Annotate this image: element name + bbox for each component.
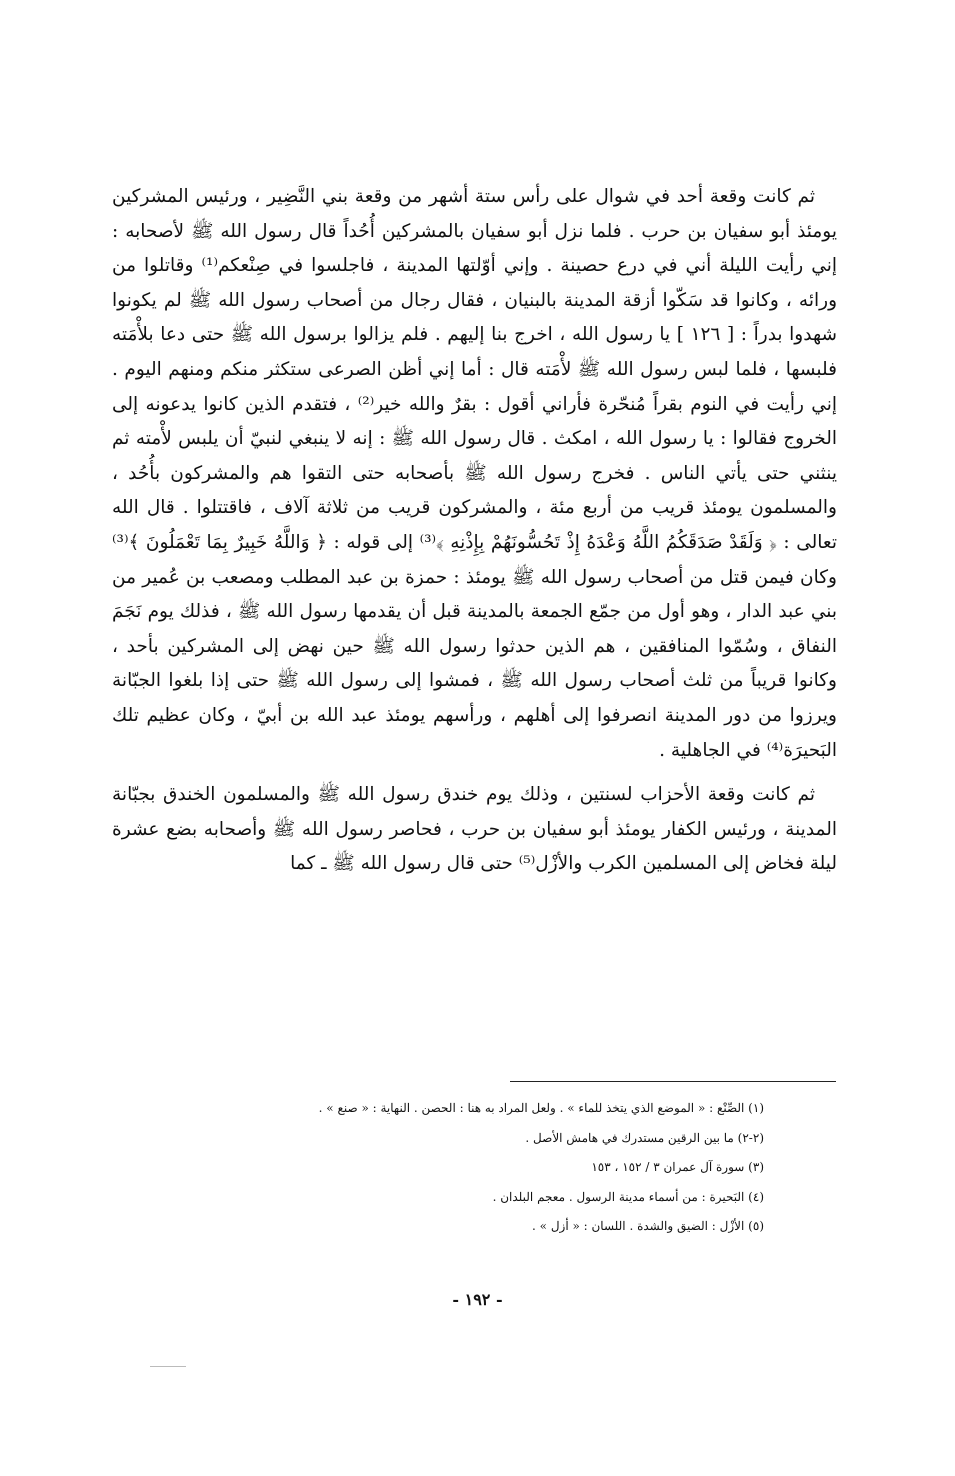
page-number: - ١٩٢ - (452, 1290, 503, 1309)
footnote-3: (٣) سورة آل عمران ٣ / ١٥٢ ، ١٥٣ (591, 1160, 764, 1174)
footnote-separator (510, 1081, 836, 1082)
footnote-5: (٥) الأزْل : الضيق والشدة . اللسان : « أزل » . (532, 1219, 764, 1233)
footnote-1: (١) الصِّنْع : « الموضع الذي يتخذ للماء » . ولعل المراد به هنا : الحصن . النهاية : « صنع » . (318, 1101, 764, 1115)
scan-artifact-line (150, 1366, 186, 1367)
footnote-2: (٢-٢) ما بين الرقين مستدرك في هامش الأصل . (525, 1130, 764, 1145)
paragraph-battle-of-uhud: ثم كانت وقعة أحد في شوال على رأس ستة أشهر من وقعة بني النَّضِير ، ورئيس المشركين يومئذ أبو سفيان بن حرب . فلما نزل أبو سفيان بالمشركين أُحُداً قال رسول الله ﷺ لأصحابه : إني رأيت الليلة أني في درع حصينة . وإني أوّلتها المدينة ، فاجلسوا في صِنْعكم⁽¹⁾ وقاتلوا من ورائه ، وكانوا قد سَكّوا أزقة المدينة بالبنيان ، فقال رجال من أصحاب رسول الله ﷺ لم يكونوا شهدوا بدراً : [ ١٢٦ ] يا رسول الله ، اخرج بنا إليهم . فلم يزالوا برسول الله ﷺ حتى دعا بلأْمَته فلبسها ، فلما لبس رسول الله ﷺ لأْمَته قال : أما إني أظن الصرعى ستكثر منكم ومنهم اليوم . إني رأيت في النوم بقراً مُنحّرة فأراني أقول : بقرٌ والله خير⁽²⁾ ، فتقدم الذين كانوا يدعونه إلى الخروج فقالوا : يا رسول الله ، امكث . قال رسول الله ﷺ : إنه لا ينبغي لنبيّ أن يلبس لأْمته ثم ينثني حتى يأتي الناس . فخرج رسول الله ﷺ بأصحابه حتى التقوا هم والمشركون بأُحُد ، والمسلمون يومئذ قريب من أربع مئة ، والمشركون قريب من ثلاثة آلاف ، فاقتتلوا . قال الله تعالى : ﴿ وَلَقَدْ صَدَقَكُمُ اللَّهُ وَعْدَهُ إِذْ تَحُسُّونَهُمْ بِإِذْنِهِ ﴾⁽³⁾ إلى قوله : ﴿ وَاللَّهُ خَبِيرٌ بِمَا تَعْمَلُونَ ﴾⁽³⁾ وكان فيمن قتل من أصحاب رسول الله ﷺ يومئذ : حمزة بن عبد المطلب ومصعب بن عُمير من بني عبد الدار ، وهو أول من جمّع الجمعة بالمدينة قبل أن يقدمها رسول الله ﷺ ، فذلك يوم نَجَمَ النفاق ، وسُمّوا المنافقين ، هم الذين حدثوا رسول الله ﷺ حين نهض إلى المشركين بأحد ، وكانوا قريباً من ثلث أصحاب رسول الله ﷺ ، فمشوا إلى رسول الله ﷺ حتى إذا بلغوا الجبّانة ويرزوا من دور المدينة انصرفوا إلى أهلهم ، ورأسهم يومئذ عبد الله بن أبيّ ، وكان عظيم تلك البَحيرَة⁽⁴⁾ في الجاهلية . (112, 186, 838, 761)
footnotes (112, 1094, 764, 1242)
paragraph-battle-of-ahzab: ثم كانت وقعة الأحزاب لسنتين ، وذلك يوم خندق رسول الله ﷺ والمسلمون الخندق بجبّانة المدينة ، ورئيس الكفار يومئذ أبو سفيان بن حرب ، فحاصر رسول الله ﷺ وأصحابه بضع عشرة ليلة فخاض إلى المسلمين الكرب والأزْل⁽⁵⁾ حتى قال رسول الله ﷺ ـ كما (112, 784, 837, 875)
footnote-4: (٤) البَحيرة : من أسماء مدينة الرسول . معجم البلدان . (492, 1189, 764, 1204)
main-body-text (112, 180, 837, 882)
